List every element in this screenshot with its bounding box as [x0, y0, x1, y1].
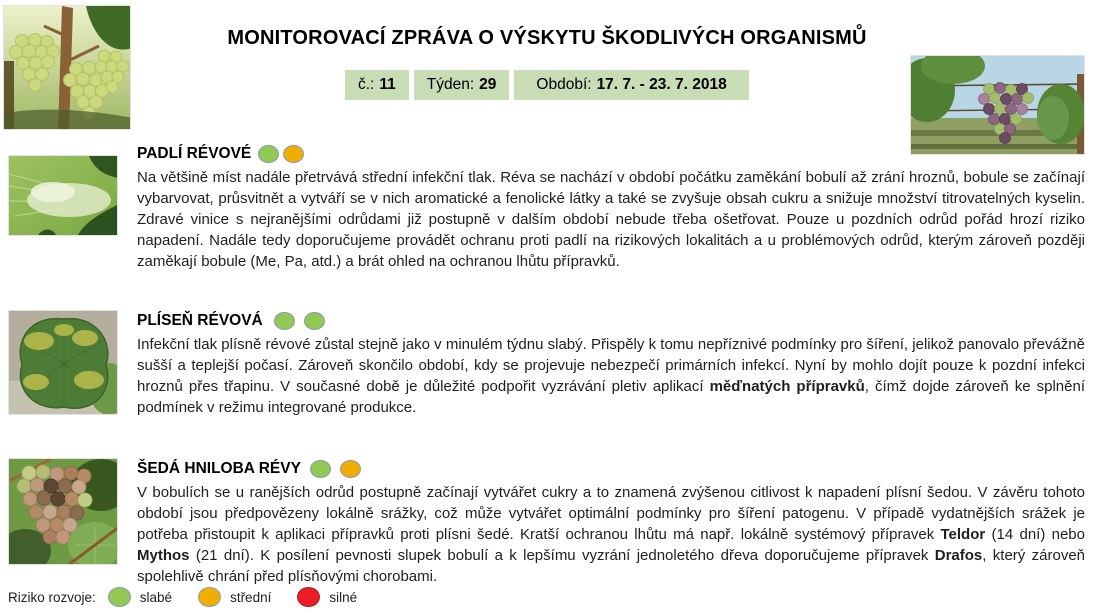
section-heading: PLÍSEŇ RÉVOVÁ — [137, 312, 263, 329]
section-body-text: Infekční tlak plísně révové zůstal stejně jako v minulém týdnu slabý. Přispěly k tomu nepříznivé podmínky pro šíření, jelikož panovalo převážně sušší a teplejší počasí. Zároveň skončilo období, kdy se projevuje nebezpečí primárních infekcí. Nyní by mohlo dojít pouze k pozdní infekci hroznů přes třapinu. V současné době je důležité podpořit vyzrávání pletiv aplikací měďnatých přípravků, čímž dojde zároveň ke splnění podmínek v režimu integrované produkce. — [137, 336, 1085, 416]
veraison-grapes-photo — [910, 55, 1085, 155]
report-number-value: 11 — [379, 76, 396, 93]
risk-medium-icon — [198, 587, 221, 607]
legend-item-label: střední — [230, 589, 272, 605]
legend-item-label: silné — [329, 589, 358, 605]
week-label: Týden: — [426, 76, 475, 93]
section-padli-revove — [137, 144, 1085, 272]
section-heading: ŠEDÁ HNILOBA RÉVY — [137, 460, 301, 477]
section-heading-row — [137, 311, 1085, 331]
section-body-text: Na většině míst nadále přetrvává střední infekční tlak. Réva se nachází v období počátku zaměkání bobulí až zrání hroznů, bobule se začínají vybarvovat, průsvitnět a vytváří se v nich aromatické a fenolické látky a také se zvyšuje obsah cukru a snižuje množství titrovatelných kyselin. Zdravé vinice s nejranějšími odrůdami již postupně v dalším období nebude třeba ošetřovat. Pouze u pozdních odrůd pořád hrozí riziko napadení. Nadále tedy doporučujeme provádět ochranu proti padlí na rizikových lokalitách a u problémových odrůd, kterým zároveň později zaměkají bobule (Me, Pa, atd.) a brát ohled na ochranou lhůtu přípravků. — [137, 169, 1085, 270]
section-heading: PADLÍ RÉVOVÉ — [137, 145, 252, 162]
period-value: 17. 7. - 23. 7. 2018 — [596, 76, 727, 93]
grey-mould-grapes-photo — [8, 458, 118, 565]
risk-high-icon — [297, 587, 320, 607]
week-cell — [414, 70, 510, 100]
risk-indicators — [274, 312, 325, 330]
page-title: MONITOROVACÍ ZPRÁVA O VÝSKYTU ŠKODLIVÝCH ORGANISMŮ — [227, 27, 867, 49]
section-seda-hniloba — [137, 459, 1085, 587]
section-plisen-revova — [137, 311, 1085, 418]
period-cell — [514, 70, 748, 100]
legend-item-silne — [297, 587, 357, 607]
risk-indicator — [274, 312, 295, 330]
legend-item-stredni — [198, 587, 271, 607]
legend-item-slabe — [108, 587, 172, 607]
green-grapes-photo — [3, 5, 131, 130]
week-value: 29 — [479, 76, 497, 93]
section-body-text: V bobulích se u ranějších odrůd postupně začínají vytvářet cukry a to znamená zvýšenou citlivost k napadení plísní šedou. V závěru tohoto období jsou předpovězeny lokálně srážky, což může vytvářet optimální podmínky pro šíření patogenu. V případě vydatnějších srážek je potřeba přistoupit k aplikaci přípravků proti plísni šedé. Kratší ochranou lhůtu má např. lokálně systémový přípravek Teldor (14 dní) nebo Mythos (21 dní). K posílení pevnosti slupek bobulí a k lepšímu vyzrání jednoletého dřeva doporučujeme přípravek Drafos, který zároveň spolehlivě chrání před plísňovými chorobami. — [137, 484, 1086, 585]
legend-item-label: slabé — [139, 589, 173, 605]
risk-indicator — [304, 312, 325, 330]
powdery-mildew-leaf-photo — [8, 155, 118, 236]
period-label: Období: — [536, 76, 592, 93]
section-heading-row — [137, 144, 1085, 164]
legend-label: Riziko rozvoje: — [8, 589, 96, 605]
risk-indicator — [310, 460, 331, 478]
risk-indicators — [258, 145, 304, 163]
risk-indicator — [258, 145, 279, 163]
report-number-label: č.: — [358, 76, 375, 93]
report-number-cell — [345, 70, 409, 100]
downy-mildew-leaf-photo — [8, 310, 118, 415]
section-heading-row — [137, 459, 1085, 479]
risk-legend — [8, 587, 383, 607]
report-info-bar — [345, 70, 749, 100]
risk-indicator — [283, 145, 304, 163]
risk-indicators — [310, 460, 361, 478]
risk-low-icon — [108, 587, 131, 607]
risk-indicator — [340, 460, 361, 478]
